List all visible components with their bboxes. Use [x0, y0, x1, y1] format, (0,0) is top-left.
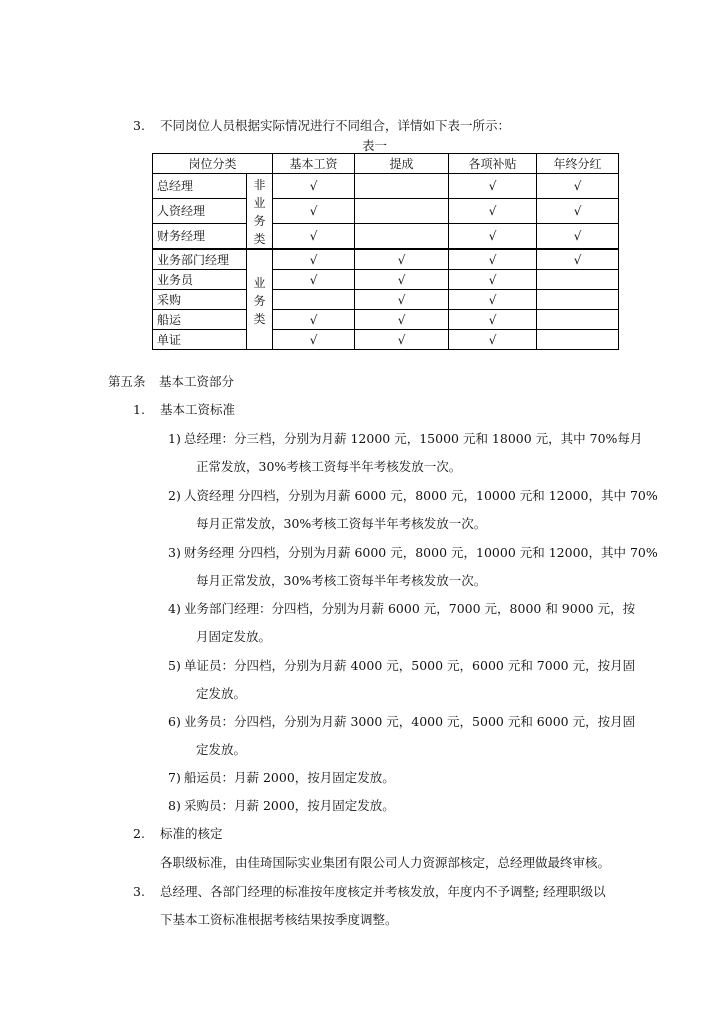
section1-title: 基本工资标准	[160, 402, 236, 417]
salary-item-5-line1: 单证员：分四档，分别为月薪 4000 元，5000 元，6000 元和 7000 元，按月固	[184, 658, 636, 673]
table-header-row	[153, 154, 619, 174]
check-cell	[355, 198, 449, 223]
role-name: 船运	[153, 310, 247, 330]
group-label-non-business: 非 业 务 类	[247, 174, 273, 250]
table-row	[153, 330, 619, 350]
check-cell: √	[273, 270, 355, 290]
check-cell: √	[273, 249, 355, 270]
check-cell: √	[355, 310, 449, 330]
section2-body: 各职级标准，由佳琦国际实业集团有限公司人力资源部核定，总经理做最终审核。	[160, 855, 611, 870]
role-name: 业务部门经理	[153, 249, 247, 270]
check-cell: √	[273, 310, 355, 330]
salary-item-4-line1: 业务部门经理：分四档，分别为月薪 6000 元，7000 元，8000 和 9000 元，按	[184, 601, 636, 616]
check-cell	[355, 174, 449, 199]
salary-item-6-line1: 业务员：分四档，分别为月薪 3000 元，4000 元，5000 元和 6000 元，按月固	[184, 714, 636, 729]
salary-item-6-number: 6)	[168, 714, 181, 729]
section2-title: 标准的核定	[160, 826, 223, 841]
table-row	[153, 198, 619, 223]
check-cell: √	[537, 249, 619, 270]
check-cell: √	[355, 290, 449, 310]
check-cell: √	[273, 330, 355, 350]
check-cell: √	[273, 223, 355, 249]
header-cell: 各项补贴	[449, 154, 537, 174]
table-row	[153, 174, 619, 199]
article-title: 基本工资部分	[159, 374, 235, 389]
salary-item-1-line1: 总经理：分三档，分别为月薪 12000 元，15000 元和 18000 元，其中 70%每月	[184, 431, 643, 446]
header-cell: 基本工资	[273, 154, 355, 174]
check-cell	[273, 290, 355, 310]
check-cell: √	[355, 270, 449, 290]
check-cell: √	[537, 174, 619, 199]
salary-item-3-line1: 财务经理 分四档，分别为月薪 6000 元，8000 元，10000 元和 12000，其中 70%	[184, 545, 658, 560]
salary-item-8-number: 8)	[168, 798, 181, 813]
section2-number: 2.	[133, 826, 145, 841]
check-cell: √	[449, 330, 537, 350]
table-row	[153, 223, 619, 249]
check-cell: √	[355, 330, 449, 350]
role-name: 财务经理	[153, 223, 247, 249]
salary-item-5-line2: 定发放。	[196, 686, 247, 701]
salary-item-2-line1: 人资经理 分四档，分别为月薪 6000 元，8000 元，10000 元和 12000，其中 70%	[184, 488, 658, 503]
section3-number: 3.	[133, 884, 145, 899]
check-cell	[537, 330, 619, 350]
table-row	[153, 270, 619, 290]
check-cell: √	[449, 174, 537, 199]
check-cell: √	[273, 198, 355, 223]
salary-item-1-line2: 正常发放，30%考核工资每半年考核发放一次。	[196, 459, 462, 474]
salary-item-3-line2: 每月正常发放，30%考核工资每半年考核发放一次。	[196, 573, 487, 588]
check-cell	[537, 310, 619, 330]
intro-text: 不同岗位人员根据实际情况进行不同组合，详情如下表一所示：	[160, 118, 511, 133]
check-cell: √	[273, 174, 355, 199]
salary-item-4-line2: 月固定发放。	[196, 629, 272, 644]
check-cell	[537, 290, 619, 310]
table-caption: 表一	[362, 138, 388, 153]
salary-item-5-number: 5)	[168, 658, 181, 673]
table-row	[153, 249, 619, 270]
role-name: 采购	[153, 290, 247, 310]
section3-line1: 总经理、各部门经理的标准按年度核定并考核发放，年度内不予调整; 经理职级以	[160, 884, 606, 899]
check-cell: √	[449, 249, 537, 270]
table-row	[153, 310, 619, 330]
roles-table	[152, 153, 619, 350]
section1-number: 1.	[133, 402, 145, 417]
header-cell: 提成	[355, 154, 449, 174]
check-cell	[537, 270, 619, 290]
role-name: 单证	[153, 330, 247, 350]
salary-item-2-line2: 每月正常发放，30%考核工资每半年考核发放一次。	[196, 516, 487, 531]
salary-item-8-line1: 采购员：月薪 2000，按月固定发放。	[184, 798, 395, 813]
header-cell: 岗位分类	[153, 154, 273, 174]
group-label-business: 业 务 类	[247, 249, 273, 350]
salary-item-6-line2: 定发放。	[196, 742, 247, 757]
check-cell: √	[449, 310, 537, 330]
role-name: 人资经理	[153, 198, 247, 223]
salary-item-7-line1: 船运员：月薪 2000，按月固定发放。	[184, 770, 395, 785]
salary-item-3-number: 3)	[168, 545, 181, 560]
role-name: 业务员	[153, 270, 247, 290]
check-cell: √	[449, 198, 537, 223]
salary-item-4-number: 4)	[168, 601, 181, 616]
salary-item-1-number: 1)	[168, 431, 181, 446]
salary-item-7-number: 7)	[168, 770, 181, 785]
salary-item-2-number: 2)	[168, 488, 181, 503]
role-name: 总经理	[153, 174, 247, 199]
header-cell: 年终分红	[537, 154, 619, 174]
intro-number: 3.	[133, 118, 145, 133]
article-number: 第五条	[108, 374, 146, 389]
section3-line2: 下基本工资标准根据考核结果按季度调整。	[160, 912, 398, 927]
table-row	[153, 290, 619, 310]
check-cell: √	[449, 290, 537, 310]
check-cell: √	[449, 270, 537, 290]
check-cell: √	[355, 249, 449, 270]
check-cell	[355, 223, 449, 249]
check-cell: √	[537, 223, 619, 249]
check-cell: √	[537, 198, 619, 223]
check-cell: √	[449, 223, 537, 249]
